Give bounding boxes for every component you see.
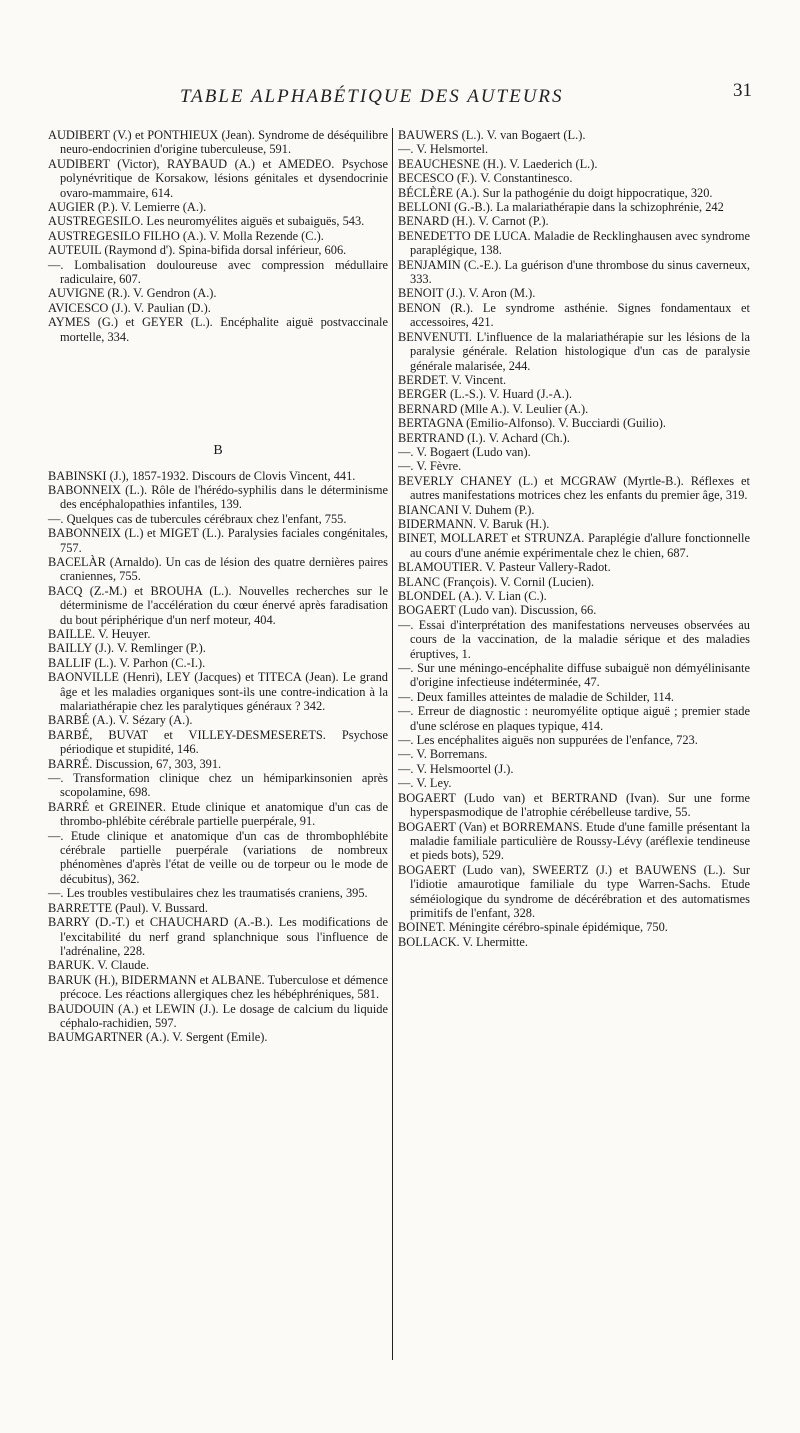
- index-entry: BOLLACK. V. Lhermitte.: [398, 934, 528, 949]
- index-entry: BLANC (François). V. Cornil (Lucien).: [398, 574, 595, 589]
- index-entry: BARRÉ et GREINER. Etude clinique et anatomique d'un cas de thrombo-phlébite cérébrale partielle puerpérale, 91.: [48, 799, 388, 829]
- page-number: 31: [733, 80, 752, 101]
- entries-a-list: [48, 128, 388, 344]
- index-entry: BABONNEIX (L.) et MIGET (L.). Paralysies faciales congénitales, 757.: [48, 526, 388, 555]
- page-header: [40, 80, 760, 110]
- index-entry: —. Les encéphalites aiguës non suppurées de l'enfance, 723.: [398, 733, 698, 748]
- index-entry: BENEDETTO DE LUCA. Maladie de Recklinghausen avec syndrome paraplégique, 138.: [398, 228, 750, 258]
- index-entry: BECESCO (F.). V. Constantinesco.: [398, 171, 573, 186]
- index-entry: —. Deux familles atteintes de maladie de Schilder, 114.: [398, 689, 675, 704]
- index-entry: —. Etude clinique et anatomique d'un cas de thrombophlébite cérébrale partielle puerpérale (variations de nombreux phénomènes d'après l'état de veille ou de torpeur ou le mode de décubitus), 362.: [48, 828, 388, 886]
- index-entry: BALLIF (L.). V. Parhon (C.-I.).: [48, 655, 206, 670]
- index-entry: BACELÀR (Arnaldo). Un cas de lésion des quatre dernières paires craniennes, 755.: [48, 554, 388, 584]
- index-entry: —. Quelques cas de tubercules cérébraux chez l'enfant, 755.: [48, 511, 347, 526]
- index-entry: —. Les troubles vestibulaires chez les traumatisés craniens, 395.: [48, 886, 368, 901]
- index-entry: BAILLY (J.). V. Remlinger (P.).: [48, 641, 206, 656]
- index-entry: —. V. Helsmortel.: [398, 142, 489, 157]
- index-entry: BLONDEL (A.). V. Lian (C.).: [398, 589, 547, 603]
- right-column: [398, 128, 750, 949]
- index-entry: BOGAERT (Ludo van). Discussion, 66.: [398, 603, 597, 618]
- index-entry: AUGIER (P.). V. Lemierre (A.).: [48, 200, 207, 215]
- entries-right-list: [398, 128, 750, 949]
- index-entry: —. V. Fèvre.: [398, 459, 462, 474]
- index-entry: BOGAERT (Van) et BORREMANS. Etude d'une famille présentant la maladie familiale particulière de Roussy-Lévy (aréflexie tendineuse et pieds bots), 529.: [398, 819, 750, 863]
- section-letter: B: [213, 443, 223, 459]
- index-entry: BABINSKI (J.), 1857-1932. Discours de Clovis Vincent, 441.: [48, 468, 356, 483]
- index-entry: BINET, MOLLARET et STRUNZA. Paraplégie d'allure fonctionnelle au cours d'une anémie expérimentale chez le chien, 687.: [398, 531, 750, 560]
- index-entry: BLAMOUTIER. V. Pasteur Vallery-Radot.: [398, 560, 611, 575]
- index-entry: —. V. Bogaert (Ludo van).: [398, 444, 531, 459]
- index-entry: BAONVILLE (Henri), LEY (Jacques) et TITECA (Jean). Le grand âge et les maladies organiques sont-ils une contre-indication à la malariathérapie chez les paralytiques généraux ? 342.: [48, 670, 388, 713]
- index-entry: AUTEUIL (Raymond d'). Spina-bifida dorsal inférieur, 606.: [48, 243, 347, 258]
- index-entry: BAILLE. V. Heuyer.: [48, 626, 151, 641]
- index-entry: —. Erreur de diagnostic : neuromyélite optique aiguë ; premier stade d'une sclérose en plaques typique, 414.: [398, 704, 750, 733]
- index-entry: BOGAERT (Ludo van) et BERTRAND (Ivan). Sur une forme hyperspasmodique de l'atrophie cérébelleuse tardive, 55.: [398, 790, 750, 820]
- index-entry: AUVIGNE (R.). V. Gendron (A.).: [48, 286, 217, 301]
- index-entry: BARRY (D.-T.) et CHAUCHARD (A.-B.). Les modifications de l'excitabilité du nerf grand splanchnique sous l'influence de l'adrénaline, 228.: [48, 915, 388, 958]
- index-entry: BEAUCHESNE (H.). V. Laederich (L.).: [398, 156, 598, 171]
- index-entry: BELLONI (G.-B.). La malariathérapie dans la schizophrénie, 242: [398, 200, 724, 215]
- index-entry: BAUWERS (L.). V. van Bogaert (L.).: [398, 128, 586, 142]
- index-entry: BARRETTE (Paul). V. Bussard.: [48, 900, 208, 915]
- index-entry: —. Sur une méningo-encéphalite diffuse subaiguë non démyélinisante d'origine infectieuse indéterminée, 47.: [398, 661, 750, 690]
- index-entry: BAUDOUIN (A.) et LEWIN (J.). Le dosage de calcium du liquide céphalo-rachidien, 597.: [48, 1001, 388, 1030]
- index-entry: BERGER (L.-S.). V. Huard (J.-A.).: [398, 387, 573, 402]
- running-title: TABLE ALPHABÉTIQUE DES AUTEURS: [180, 86, 564, 107]
- index-entry: BARBÉ (A.). V. Sézary (A.).: [48, 713, 193, 728]
- index-entry: —. Transformation clinique chez un hémiparkinsonien après scopolamine, 698.: [48, 771, 388, 800]
- index-entry: AUDIBERT (Victor), RAYBAUD (A.) et AMEDEO. Psychose polynévritique de Korsakow, lésions génitales et dysendocrinie ovaro-mammaire, 614.: [48, 156, 388, 200]
- index-entry: BACQ (Z.-M.) et BROUHA (L.). Nouvelles recherches sur le déterminisme de l'accélération du cœur énervé après faradisation du bout périphérique d'un nerf moteur, 404.: [48, 583, 388, 627]
- index-entry: BENOIT (J.). V. Aron (M.).: [398, 286, 536, 301]
- index-entry: BENARD (H.). V. Carnot (P.).: [398, 214, 549, 229]
- index-entry: BAUMGARTNER (A.). V. Sergent (Emile).: [48, 1030, 268, 1045]
- index-entry: —. V. Ley.: [398, 776, 452, 791]
- index-entry: BARBÉ, BUVAT et VILLEY-DESMESERETS. Psychose périodique et stupidité, 146.: [48, 727, 388, 757]
- index-entry: BOINET. Méningite cérébro-spinale épidémique, 750.: [398, 920, 668, 935]
- index-entry: AYMES (G.) et GEYER (L.). Encéphalite aiguë postvaccinale mortelle, 334.: [48, 315, 388, 344]
- index-entry: BERTRAND (I.). V. Achard (Ch.).: [398, 430, 570, 445]
- section-gap: [48, 344, 388, 430]
- index-entry: AUSTREGESILO FILHO (A.). V. Molla Rezende (C.).: [48, 228, 324, 243]
- index-entry: —. Lombalisation douloureuse avec compression médullaire radiculaire, 607.: [48, 257, 388, 287]
- index-entry: BARUK. V. Claude.: [48, 958, 150, 973]
- index-entry: BIANCANI V. Duhem (P.).: [398, 502, 535, 517]
- index-entry: BOGAERT (Ludo van), SWEERTZ (J.) et BAUWENS (L.). Sur l'idiotie amaurotique familiale du type Warren-Sachs. Etude séméiologique du syndrome de décérébration et des automatismes primitifs de l'enfant, 328.: [398, 862, 750, 920]
- left-column: [48, 128, 388, 1045]
- index-entry: BENJAMIN (C.-E.). La guérison d'une thrombose du sinus caverneux, 333.: [398, 257, 750, 287]
- index-entry: BIDERMANN. V. Baruk (H.).: [398, 516, 550, 531]
- index-entry: BERTAGNA (Emilio-Alfonso). V. Bucciardi (Guilio).: [398, 416, 666, 431]
- index-entry: BÉCLÈRE (A.). Sur la pathogénie du doigt hippocratique, 320.: [398, 185, 713, 200]
- index-entry: BERDET. V. Vincent.: [398, 372, 507, 387]
- index-entry: AUDIBERT (V.) et PONTHIEUX (Jean). Syndrome de déséquilibre neuro-endocrinien d'origine tuberculeuse, 591.: [48, 128, 388, 157]
- index-entry: BABONNEIX (L.). Rôle de l'hérédo-syphilis dans le déterminisme des encéphalopathies infantiles, 139.: [48, 482, 388, 512]
- index-entry: BENVENUTI. L'influence de la malariathérapie sur les lésions de la paralysie générale. Relation histologique d'un cas de paralysie générale malarisée, 244.: [398, 329, 750, 373]
- index-entry: BERNARD (Mlle A.). V. Leulier (A.).: [398, 401, 589, 416]
- index-entry: —. V. Helsmoortel (J.).: [398, 761, 514, 776]
- index-entry: BARRÉ. Discussion, 67, 303, 391.: [48, 756, 222, 771]
- index-entry: BENON (R.). Le syndrome asthénie. Signes fondamentaux et accessoires, 421.: [398, 300, 750, 330]
- index-entry: —. Essai d'interprétation des manifestations nerveuses observées au cours de la vaccination, de la maladie sérique et des maladies éruptives, 1.: [398, 617, 750, 661]
- index-entry: —. V. Borremans.: [398, 747, 488, 762]
- index-entry: BARUK (H.), BIDERMANN et ALBANE. Tuberculose et démence précoce. Les réactions allergiques chez les hébéphréniques, 581.: [48, 972, 388, 1002]
- index-entry: BEVERLY CHANEY (L.) et MCGRAW (Myrtle-B.). Réflexes et autres manifestations motrices chez les enfants du premier âge, 319.: [398, 473, 750, 503]
- index-entry: AUSTREGESILO. Les neuromyélites aiguës et subaiguës, 543.: [48, 214, 365, 229]
- index-entry: AVICESCO (J.). V. Paulian (D.).: [48, 300, 211, 315]
- column-divider: [392, 128, 393, 1360]
- entries-b-list: [48, 469, 388, 1045]
